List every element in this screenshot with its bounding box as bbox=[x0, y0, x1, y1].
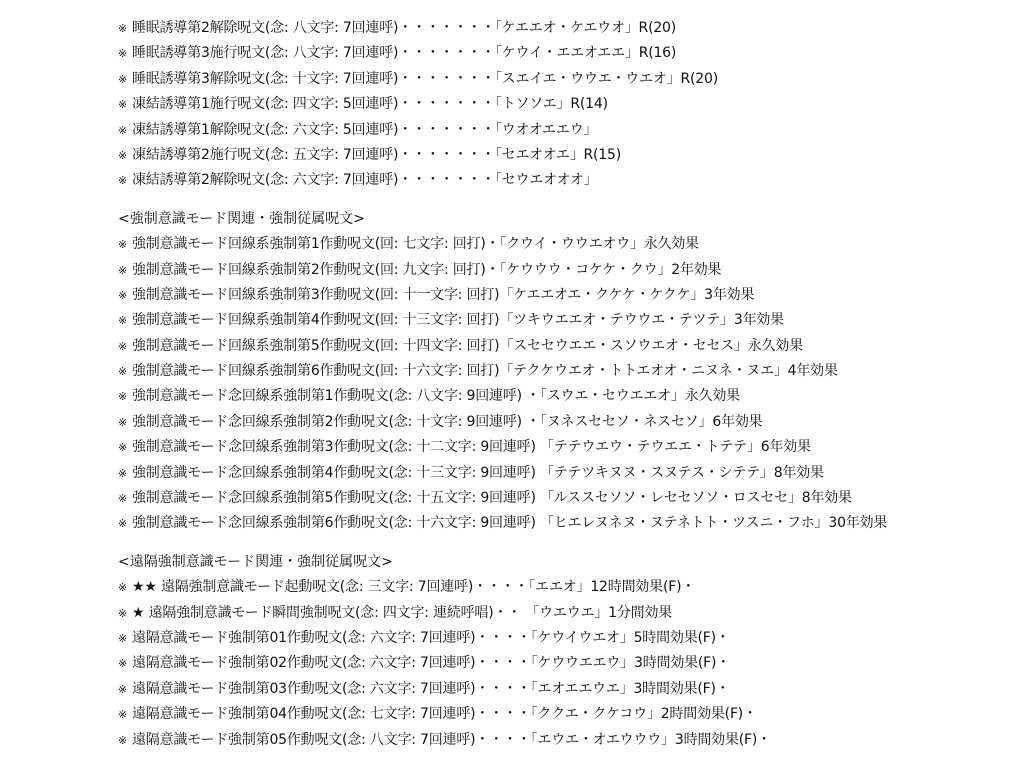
spell-text: 強制意識モード念回線系強制第4作動呪文(念: 十三文字: 9回連呼) 「テテツキヌヌ・スヌテス・シテテ」8年効果 bbox=[132, 464, 824, 481]
spell-line bbox=[118, 461, 1024, 486]
spell-line bbox=[118, 728, 1024, 753]
spell-line bbox=[118, 435, 1024, 460]
spell-line bbox=[118, 67, 1024, 92]
reference-mark: ※ bbox=[118, 415, 128, 429]
spell-line bbox=[118, 410, 1024, 435]
spell-text: 遠隔意識モード強制第04作動呪文(念: 七文字: 7回連呼)・・・・「ククエ・クケコウ」2時間効果(F)・ bbox=[132, 706, 757, 723]
spell-text: 睡眠誘導第2解除呪文(念: 八文字: 7回連呼)・・・・・・・「ケエエオ・ケエウオ」R(20) bbox=[132, 20, 677, 36]
spell-line bbox=[118, 334, 1024, 359]
reference-mark: ※ bbox=[118, 492, 128, 506]
reference-mark: ※ bbox=[118, 657, 128, 671]
spell-line bbox=[118, 232, 1024, 257]
reference-mark: ※ bbox=[118, 517, 128, 531]
spell-line bbox=[118, 143, 1024, 168]
spell-line bbox=[118, 308, 1024, 333]
spell-line bbox=[118, 41, 1024, 66]
reference-mark: ※ bbox=[118, 390, 128, 404]
spell-line bbox=[118, 575, 1024, 600]
section-header: <遠隔強制意識モード関連・強制従属呪文> bbox=[118, 553, 393, 570]
spell-text: 凍結誘導第1施行呪文(念: 四文字: 5回連呼)・・・・・・・「トソソエ」R(14) bbox=[132, 96, 608, 113]
spell-line bbox=[118, 511, 1024, 536]
spell-line bbox=[118, 168, 1024, 193]
spell-line bbox=[118, 651, 1024, 676]
spell-text: 睡眠誘導第3施行呪文(念: 八文字: 7回連呼)・・・・・・・「ケウイ・エエオエエ」R(16) bbox=[132, 45, 677, 62]
spell-text: 凍結誘導第2解除呪文(念: 六文字: 7回連呼)・・・・・・・「セウエオオオ」 bbox=[132, 172, 598, 189]
reference-mark: ※ bbox=[118, 708, 128, 722]
reference-mark: ※ bbox=[118, 123, 128, 137]
spell-text: 強制意識モード回線系強制第6作動呪文(回: 十六文字: 回打)「テクケウエオ・トトエオオ・ニヌネ・ヌエ」4年効果 bbox=[132, 363, 838, 380]
spell-text: 強制意識モード回線系強制第4作動呪文(回: 十三文字: 回打)「ツキウエエオ・テウウエ・テツテ」3年効果 bbox=[132, 312, 784, 329]
reference-mark: ※ bbox=[118, 682, 128, 696]
reference-mark: ※ bbox=[118, 581, 128, 595]
section-gap bbox=[118, 537, 1024, 550]
spell-text: 強制意識モード念回線系強制第6作動呪文(念: 十六文字: 9回連呼) 「ヒエレヌネヌ・ヌテネトト・ツスニ・フホ」30年効果 bbox=[132, 515, 888, 532]
spell-text: 遠隔意識モード強制第02作動呪文(念: 六文字: 7回連呼)・・・・「ケウウエエウ」3時間効果(F)・ bbox=[132, 655, 731, 672]
spell-text: 強制意識モード念回線系強制第3作動呪文(念: 十二文字: 9回連呼) 「テテウエウ・テウエエ・トテテ」6年効果 bbox=[132, 439, 811, 456]
spell-text: 強制意識モード念回線系強制第2作動呪文(念: 十文字: 9回連呼) ・「ヌネスセセソ・ネスセソ」6年効果 bbox=[132, 413, 763, 430]
spell-line bbox=[118, 486, 1024, 511]
spell-line bbox=[118, 359, 1024, 384]
spell-text: ★ 遠隔強制意識モード瞬間強制呪文(念: 四文字: 連続呼唱)・・ 「ウエウエ」1分間効果 bbox=[132, 604, 673, 621]
document-body bbox=[118, 16, 1024, 753]
reference-mark: ※ bbox=[118, 238, 128, 252]
reference-mark: ※ bbox=[118, 441, 128, 455]
spell-text: 遠隔意識モード強制第05作動呪文(念: 八文字: 7回連呼)・・・・「エウエ・オエウウウ」3時間効果(F)・ bbox=[132, 731, 771, 748]
spell-line bbox=[118, 702, 1024, 727]
spell-line bbox=[118, 677, 1024, 702]
reference-mark: ※ bbox=[118, 365, 128, 379]
reference-mark: ※ bbox=[118, 22, 128, 35]
reference-mark: ※ bbox=[118, 733, 128, 747]
spell-line bbox=[118, 601, 1024, 626]
reference-mark: ※ bbox=[118, 606, 128, 620]
reference-mark: ※ bbox=[118, 631, 128, 645]
spell-text: 凍結誘導第2施行呪文(念: 五文字: 7回連呼)・・・・・・・「セエオオエ」R(15) bbox=[132, 146, 621, 163]
spell-text: 強制意識モード念回線系強制第1作動呪文(念: 八文字: 9回連呼) ・「スウエ・セウエエオ」永久効果 bbox=[132, 388, 740, 405]
spell-line bbox=[118, 118, 1024, 143]
spell-text: 強制意識モード回線系強制第1作動呪文(回: 七文字: 回打)・「クウイ・ウウエオウ」永久効果 bbox=[132, 236, 699, 253]
spell-text: 強制意識モード念回線系強制第5作動呪文(念: 十五文字: 9回連呼) 「ルススセソソ・レセセソソ・ロスセセ」8年効果 bbox=[132, 490, 852, 507]
reference-mark: ※ bbox=[118, 339, 128, 353]
spell-text: 強制意識モード回線系強制第3作動呪文(回: 十一文字: 回打)「ケエエオエ・クケケ・ケクケ」3年効果 bbox=[132, 286, 755, 303]
reference-mark: ※ bbox=[118, 466, 128, 480]
spell-line bbox=[118, 258, 1024, 283]
spell-text: 強制意識モード回線系強制第5作動呪文(回: 十四文字: 回打)「スセセウエエ・スソウエオ・セセス」永久効果 bbox=[132, 337, 804, 354]
spell-line bbox=[118, 16, 1024, 41]
spell-line bbox=[118, 92, 1024, 117]
section-header: <強制意識モード関連・強制従属呪文> bbox=[118, 210, 365, 227]
spell-line bbox=[118, 283, 1024, 308]
section-gap bbox=[118, 194, 1024, 207]
reference-mark: ※ bbox=[118, 314, 128, 328]
reference-mark: ※ bbox=[118, 263, 128, 277]
spell-text: ★★ 遠隔強制意識モード起動呪文(念: 三文字: 7回連呼)・・・・「エエオ」12時間効果(F)・ bbox=[132, 579, 696, 596]
spell-text: 凍結誘導第1解除呪文(念: 六文字: 5回連呼)・・・・・・・「ウオオエエウ」 bbox=[132, 121, 598, 138]
spell-line bbox=[118, 626, 1024, 651]
reference-mark: ※ bbox=[118, 47, 128, 61]
reference-mark: ※ bbox=[118, 98, 128, 112]
spell-text: 遠隔意識モード強制第01作動呪文(念: 六文字: 7回連呼)・・・・「ケウイウエオ」5時間効果(F)・ bbox=[132, 629, 730, 646]
reference-mark: ※ bbox=[118, 174, 128, 188]
spell-text: 強制意識モード回線系強制第2作動呪文(回: 九文字: 回打)・「ケウウウ・コケケ・クウ」2年効果 bbox=[132, 261, 722, 278]
spell-text: 遠隔意識モード強制第03作動呪文(念: 六文字: 7回連呼)・・・・「エオエエウエ」3時間効果(F)・ bbox=[132, 680, 730, 697]
reference-mark: ※ bbox=[118, 72, 128, 86]
reference-mark: ※ bbox=[118, 148, 128, 162]
spell-line bbox=[118, 384, 1024, 409]
spell-text: 睡眠誘導第3解除呪文(念: 十文字: 7回連呼)・・・・・・・「スエイエ・ウウエ・ウエオ」R(20) bbox=[132, 70, 718, 87]
reference-mark: ※ bbox=[118, 288, 128, 302]
